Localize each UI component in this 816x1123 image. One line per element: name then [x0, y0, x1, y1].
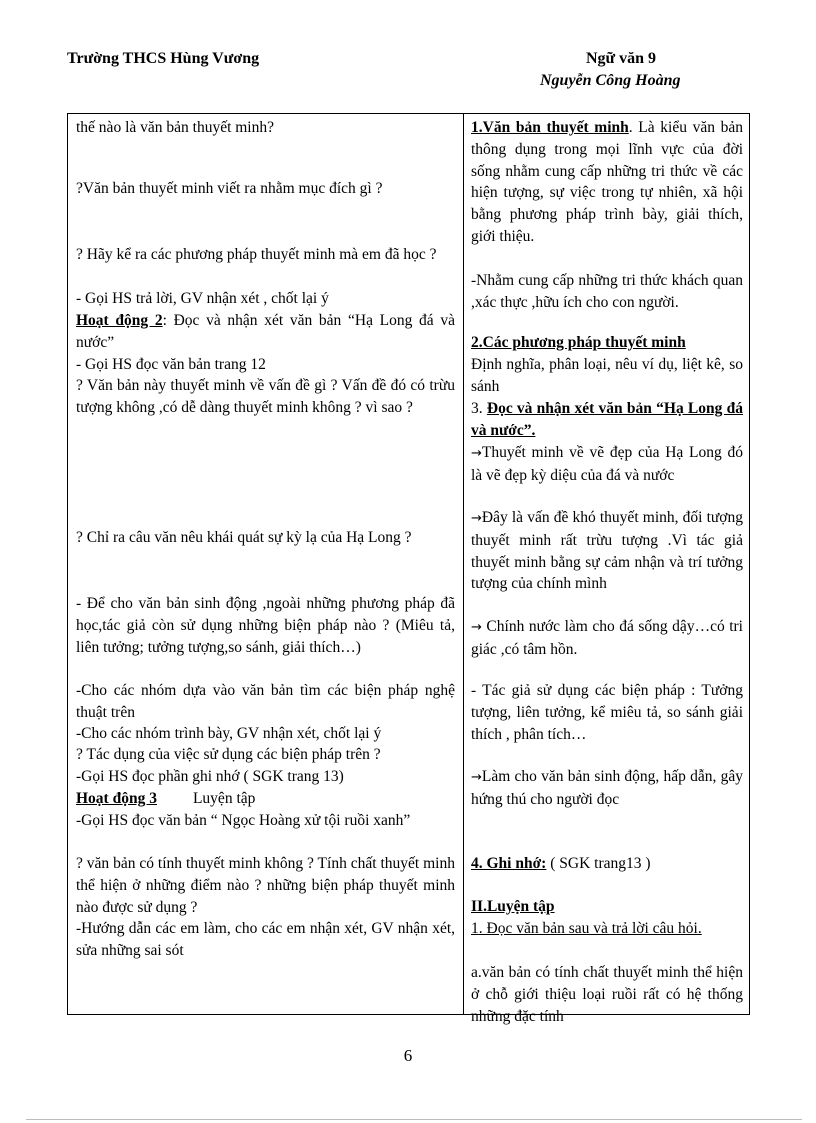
activity-3-label: Hoạt động 3	[76, 790, 157, 807]
instruction-memo: -Gọi HS đọc phần ghi nhớ ( SGK trang 13)	[76, 768, 344, 785]
instruction-read: - Gọi HS đọc văn bản trang 12	[76, 356, 266, 373]
arrow-icon: →	[471, 446, 482, 461]
instruction-groups-find: -Cho các nhóm dựa vào văn bản tìm các biện pháp nghệ thuật trên	[76, 682, 455, 721]
answer-3: → Chính nước làm cho đá sống dậy…có tri giác ,có tâm hồn.	[471, 618, 743, 658]
teacher-name: Nguyễn Công Hoàng	[540, 72, 681, 89]
techniques-answer: - Tác giả sử dụng các biện pháp : Tưởng tượng, liên tưởng, kể miêu tả, so sánh giải thích , phân tích…	[471, 682, 743, 743]
practice-answer-a: a.văn bản có tính chất thuyết minh thể hiện ở chỗ giới thiệu loại ruồi rất có hệ thống những đặc tính	[471, 964, 743, 1025]
page-bottom-rule	[26, 1119, 802, 1120]
section-3	[471, 398, 743, 442]
school-name: Trường THCS Hùng Vương	[67, 50, 260, 67]
activity-3-text: Luyện tập	[192, 790, 256, 807]
activity-2-text: : Đọc và nhận xét văn bản “Hạ Long đá và nước”	[76, 312, 455, 351]
subject-name: Ngữ văn 9	[586, 50, 657, 67]
question-purpose: ?Văn bản thuyết minh viết ra nhằm mục đích gì ?	[76, 180, 383, 197]
answer-2: →Đây là vấn đề khó thuyết minh, đối tượng thuyết minh rất trừu tượng .Vì tác giả thuyết minh bằng sự cảm nhận và trí tưởng tượng của chính mình	[471, 509, 743, 593]
section-1-text: . Là kiểu văn bản thông dụng trong mọi lĩnh vực của đời sống nhằm cung cấp những tri thức về các hiện tượng, sự việc trong tự nhiên, xã hội bằng phương pháp trình bày, giải thích, giới thiệu.	[471, 119, 743, 245]
section-2-title: 2.Các phương pháp thuyết minh	[471, 334, 686, 351]
arrow-icon: →	[471, 511, 482, 526]
activity-2	[76, 310, 455, 354]
section-4	[471, 853, 743, 875]
page-number: 6	[403, 1046, 413, 1065]
answer-1: →Thuyết minh về vẽ đẹp của Hạ Long đó là vẽ đẹp kỳ diệu của đá và nước	[471, 444, 743, 484]
practice-task-1	[471, 918, 743, 940]
section-4-title: 4. Ghi nhớ:	[471, 855, 547, 872]
section-practice-title: II.Luyện tập	[471, 898, 555, 915]
instruction-read-text: -Gọi HS đọc văn bản “ Ngọc Hoàng xử tội ruồi xanh”	[76, 812, 411, 829]
instruction-guide: -Hướng dẫn các em làm, cho các em nhận xét, GV nhận xét, sửa những sai sót	[76, 920, 455, 959]
question-explanatory: ? văn bản có tính thuyết minh không ? Tính chất thuyết minh thể hiện ở những điểm nào ? những biện pháp thuyết minh nào được sử dụng ?	[76, 855, 455, 916]
section-1	[471, 117, 743, 248]
answer-4: →Làm cho văn bản sinh động, hấp dẫn, gây hứng thú cho người đọc	[471, 768, 743, 808]
section-1-purpose: -Nhằm cung cấp những tri thức khách quan ,xác thực ,hữu ích cho con người.	[471, 272, 743, 311]
instruction-answer: - Gọi HS trả lời, GV nhận xét , chốt lại ý	[76, 290, 329, 307]
instruction-groups-present: -Cho các nhóm trình bày, GV nhận xét, chốt lại ý	[76, 725, 382, 742]
practice-task-1-number: 1	[471, 920, 479, 937]
section-1-title: 1.Văn bản thuyết minh	[471, 119, 629, 136]
section-4-text: ( SGK trang13 )	[546, 855, 651, 872]
lesson-table	[67, 113, 750, 1025]
question-methods: ? Hãy kể ra các phương pháp thuyết minh mà em đã học ?	[76, 246, 437, 263]
question-definition: thế nào là văn bản thuyết minh?	[76, 119, 274, 136]
column-divider	[463, 114, 464, 1014]
arrow-icon: →	[471, 620, 482, 635]
question-effect: ? Tác dụng của việc sử dụng các biện pháp trên ?	[76, 746, 381, 763]
arrow-icon: →	[471, 770, 482, 785]
practice-task-1-text: . Đọc văn bản sau và trả lời câu hỏi.	[478, 920, 702, 937]
question-topic: ? Văn bản này thuyết minh về vấn đề gì ? Vấn đề đó có trừu tượng không ,có dễ dàng thuyết minh không ? vì sao ?	[76, 377, 455, 416]
activity-3	[76, 788, 455, 810]
activity-2-label: Hoạt động 2	[76, 312, 163, 329]
section-3-number: 3.	[471, 400, 487, 417]
question-general-sentence: ? Chỉ ra câu văn nêu khái quát sự kỳ lạ của Hạ Long ?	[76, 529, 412, 546]
section-3-title: Đọc và nhận xét văn bản “Hạ Long đá và nước”.	[471, 400, 743, 439]
section-2-text: Định nghĩa, phân loại, nêu ví dụ, liệt kê, so sánh	[471, 356, 743, 395]
question-techniques: - Để cho văn bản sinh động ,ngoài những phương pháp đã học,tác giả còn sử dụng những biện pháp nào ? (Miêu tả, liên tưởng; tưởng tượng,so sánh, giải thích…)	[76, 595, 455, 656]
